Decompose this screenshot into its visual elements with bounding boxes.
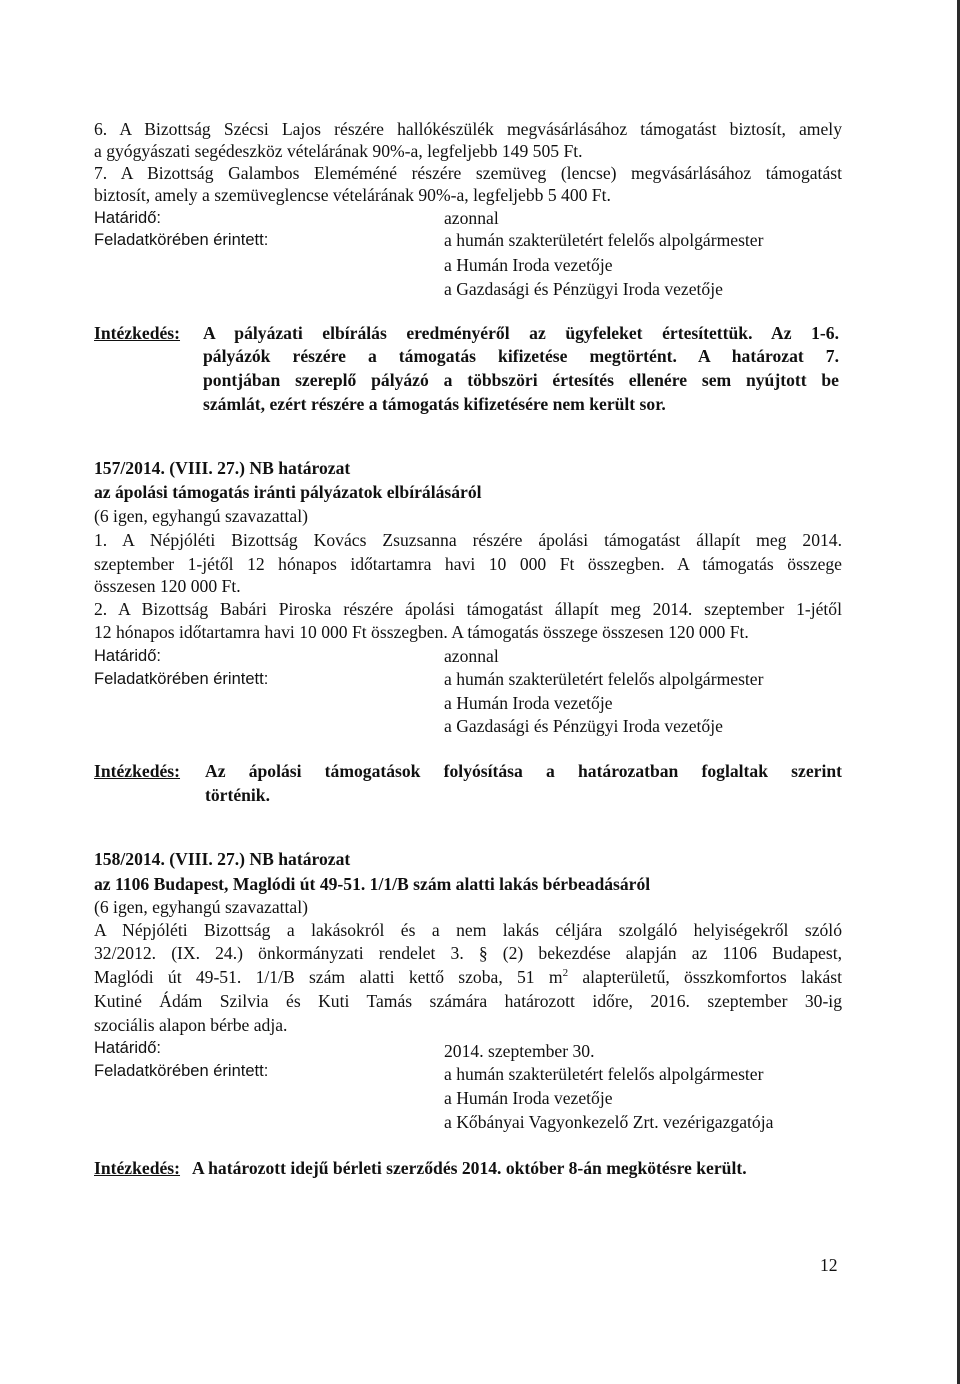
action-line-4: számlát, ezért részére a támogatás kifizetésére nem került sor. bbox=[203, 394, 666, 414]
resolution-157-action-line-2: történik. bbox=[205, 785, 270, 805]
item-7-line-2: biztosít, amely a szemüveglencse vételárának 90%-a, legfeljebb 5 400 Ft. bbox=[94, 185, 611, 205]
resolution-158-responsible-2: a Humán Iroda vezetője bbox=[444, 1088, 613, 1108]
resolution-158-subject: az 1106 Budapest, Maglódi út 49-51. 1/1/B szám alatti lakás bérbeadásáról bbox=[94, 874, 651, 894]
resolution-157-p2-line-1: 2. A Bizottság Babári Piroska részére ápolási támogatást állapít meg 2014. szeptember 1-jétől bbox=[94, 599, 842, 619]
page-number: 12 bbox=[820, 1255, 838, 1275]
resolution-158-deadline-label: Határidő: bbox=[94, 1039, 161, 1057]
resolution-158-vote: (6 igen, egyhangú szavazattal) bbox=[94, 897, 308, 917]
square-meter-superscript: 2 bbox=[562, 967, 569, 980]
responsible-3: a Gazdasági és Pénzügyi Iroda vezetője bbox=[444, 279, 723, 299]
resolution-158-body-line-3a: Maglódi út 49-51. 1/1/B szám alatti kettő szoba, 51 m bbox=[94, 967, 563, 987]
resolution-158-deadline-value: 2014. szeptember 30. bbox=[444, 1041, 595, 1061]
resolution-157-p1-line-1: 1. A Népjóléti Bizottság Kovács Zsuzsanna részére ápolási támogatást állapít meg 2014. bbox=[94, 530, 842, 550]
resolution-157-responsible-label: Feladatkörében érintett: bbox=[94, 670, 269, 688]
responsible-2: a Humán Iroda vezetője bbox=[444, 255, 613, 275]
action-line-1: A pályázati elbírálás eredményéről az ügyfeleket értesítettük. Az 1-6. bbox=[203, 323, 839, 343]
resolution-158-action-text: A határozott idejű bérleti szerződés 2014. október 8-án megkötésre került. bbox=[192, 1158, 747, 1178]
action-line-3: pontjában szereplő pályázó a többszöri értesítés ellenére sem nyújtott be bbox=[203, 370, 839, 390]
deadline-label: Határidő: bbox=[94, 209, 161, 227]
item-6-line-2: a gyógyászati segédeszköz vételárának 90%-a, legfeljebb 149 505 Ft. bbox=[94, 141, 583, 161]
resolution-157-p1-line-2: szeptember 1-jétől 12 hónapos időtartamra havi 10 000 Ft összegben. A támogatás összege bbox=[94, 554, 842, 574]
resolution-158-responsible-label: Feladatkörében érintett: bbox=[94, 1062, 269, 1080]
resolution-157-p2-line-2: 12 hónapos időtartamra havi 10 000 Ft összegben. A támogatás összege összesen 120 000 Ft. bbox=[94, 622, 749, 642]
resolution-158-responsible-3: a Kőbányai Vagyonkezelő Zrt. vezérigazgatója bbox=[444, 1112, 774, 1132]
resolution-157-number: 157/2014. (VIII. 27.) NB határozat bbox=[94, 458, 351, 478]
resolution-157-action-label: Intézkedés: bbox=[94, 761, 181, 781]
resolution-158-body-line-1: A Népjóléti Bizottság a lakásokról és a nem lakás céljára szolgáló helyiségekről szóló bbox=[94, 920, 842, 940]
resolution-158-body-line-5: szociális alapon bérbe adja. bbox=[94, 1015, 288, 1035]
responsible-1: a humán szakterületért felelős alpolgármester bbox=[444, 230, 764, 250]
resolution-157-subject: az ápolási támogatás iránti pályázatok elbírálásáról bbox=[94, 482, 482, 502]
item-6-line-1: 6. A Bizottság Szécsi Lajos részére hallókészülék megvásárlásához támogatást biztosít, amely bbox=[94, 119, 842, 139]
resolution-157-p1-line-3: összesen 120 000 Ft. bbox=[94, 576, 241, 596]
resolution-157-responsible-3: a Gazdasági és Pénzügyi Iroda vezetője bbox=[444, 716, 723, 736]
action-line-2: pályázók részére a támogatás kifizetése megtörtént. A határozat 7. bbox=[203, 346, 839, 366]
action-label: Intézkedés: bbox=[94, 323, 181, 343]
responsible-label: Feladatkörében érintett: bbox=[94, 231, 269, 249]
resolution-158-body-line-4: Kutiné Ádám Szilvia és Kuti Tamás számára határozott időre, 2016. szeptember 30-ig bbox=[94, 991, 842, 1011]
deadline-value: azonnal bbox=[444, 208, 499, 228]
item-7-line-1: 7. A Bizottság Galambos Eleméméné részére szemüveg (lencse) megvásárlásához támogatást bbox=[94, 163, 842, 183]
resolution-158-responsible-1: a humán szakterületért felelős alpolgármester bbox=[444, 1064, 764, 1084]
resolution-157-vote: (6 igen, egyhangú szavazattal) bbox=[94, 506, 308, 526]
resolution-157-action-line-1: Az ápolási támogatások folyósítása a határozatban foglaltak szerint bbox=[205, 761, 842, 781]
resolution-157-responsible-1: a humán szakterületért felelős alpolgármester bbox=[444, 669, 764, 689]
resolution-158-body-line-3 bbox=[94, 966, 842, 988]
resolution-158-action-label: Intézkedés: bbox=[94, 1158, 181, 1178]
resolution-158-body-line-2: 32/2012. (IX. 24.) önkormányzati rendelet 3. § (2) bekezdése alapján az 1106 Budapest, bbox=[94, 943, 842, 963]
resolution-158-body-line-3b: alapterületű, összkomfortos lakást bbox=[568, 967, 842, 987]
resolution-158-number: 158/2014. (VIII. 27.) NB határozat bbox=[94, 849, 351, 869]
resolution-157-deadline-value: azonnal bbox=[444, 646, 499, 666]
resolution-157-responsible-2: a Humán Iroda vezetője bbox=[444, 693, 613, 713]
resolution-157-deadline-label: Határidő: bbox=[94, 647, 161, 665]
